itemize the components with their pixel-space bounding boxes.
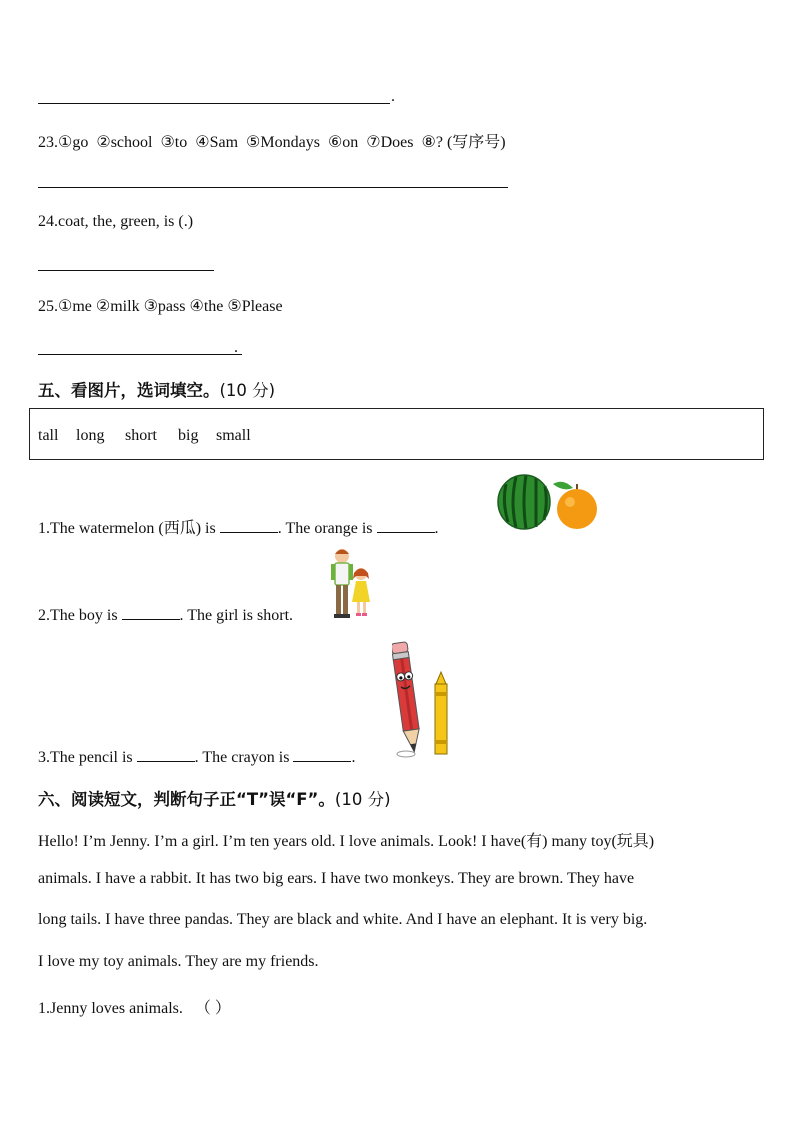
section5-item-2 (38, 605, 293, 625)
pencil-icon (392, 640, 426, 760)
item1-text-before: 1.The watermelon (西瓜) is (38, 520, 220, 537)
crayon-icon (432, 670, 450, 756)
section6-heading (38, 786, 391, 810)
word-bank-word: tall (38, 427, 59, 444)
answer-bracket[interactable]: （ ） (194, 1000, 231, 1017)
q22-answer-line[interactable] (38, 103, 390, 104)
section5-score: (10 分) (219, 381, 276, 400)
item1-text-after: . (434, 520, 439, 537)
item1-blank-1[interactable] (220, 518, 278, 533)
passage-line: Hello! I’m Jenny. I’m a girl. I’m ten years old. I love animals. Look! I have(有) many toy(玩具) (38, 833, 655, 850)
watermelon-icon (496, 472, 552, 530)
boy-girl-illustration (328, 546, 374, 622)
section6-title: 六、阅读短文，判断句子正“T”误“F”。 (38, 790, 335, 809)
section5-item-1 (38, 515, 439, 538)
word-bank-word: long (76, 427, 105, 444)
q24-answer-line[interactable] (38, 270, 214, 271)
q24-text: 24.coat, the, green, is (.) (38, 213, 194, 230)
orange-icon (553, 478, 601, 530)
item3-text-middle: . The crayon is (194, 749, 294, 766)
word-bank-word: small (216, 427, 251, 444)
q25-text: 25.①me ②milk ③pass ④the ⑤Please (38, 298, 283, 315)
item3-blank-2[interactable] (293, 747, 351, 762)
item3-text-before: 3.The pencil is (38, 749, 137, 766)
item1-text-middle: . The orange is (277, 520, 377, 537)
item2-blank-1[interactable] (122, 605, 180, 620)
q25-answer-line[interactable] (38, 354, 242, 355)
item3-blank-1[interactable] (137, 747, 195, 762)
q25-end-mark: . (234, 339, 238, 356)
section5-item-3 (38, 747, 355, 767)
q23-text: 23.①go ②school ③to ④Sam ⑤Mondays ⑥on ⑦Does ⑧? (写序号) (38, 134, 506, 151)
q23-answer-line[interactable] (38, 187, 508, 188)
item3-text-after: . (351, 749, 356, 766)
passage-line: animals. I have a rabbit. It has two big ears. I have two monkeys. They are brown. They have (38, 870, 635, 887)
passage-line: long tails. I have three pandas. They are black and white. And I have an elephant. It is very big. (38, 911, 648, 928)
section5-title: 五、看图片，选词填空。 (38, 381, 220, 400)
section6-score: (10 分) (334, 790, 391, 809)
section6-question-1 (38, 995, 231, 1018)
item1-blank-2[interactable] (377, 518, 435, 533)
item2-text-middle: . The girl is short. (179, 607, 294, 624)
question-1-text: 1.Jenny loves animals. (38, 1000, 183, 1017)
section5-heading (38, 377, 275, 401)
item2-text-before: 2.The boy is (38, 607, 122, 624)
passage-line: I love my toy animals. They are my friends. (38, 953, 319, 970)
word-bank-box (29, 408, 764, 460)
q22-end-mark: . (391, 88, 395, 105)
word-bank-word: short (125, 427, 157, 444)
word-bank-word: big (178, 427, 199, 444)
